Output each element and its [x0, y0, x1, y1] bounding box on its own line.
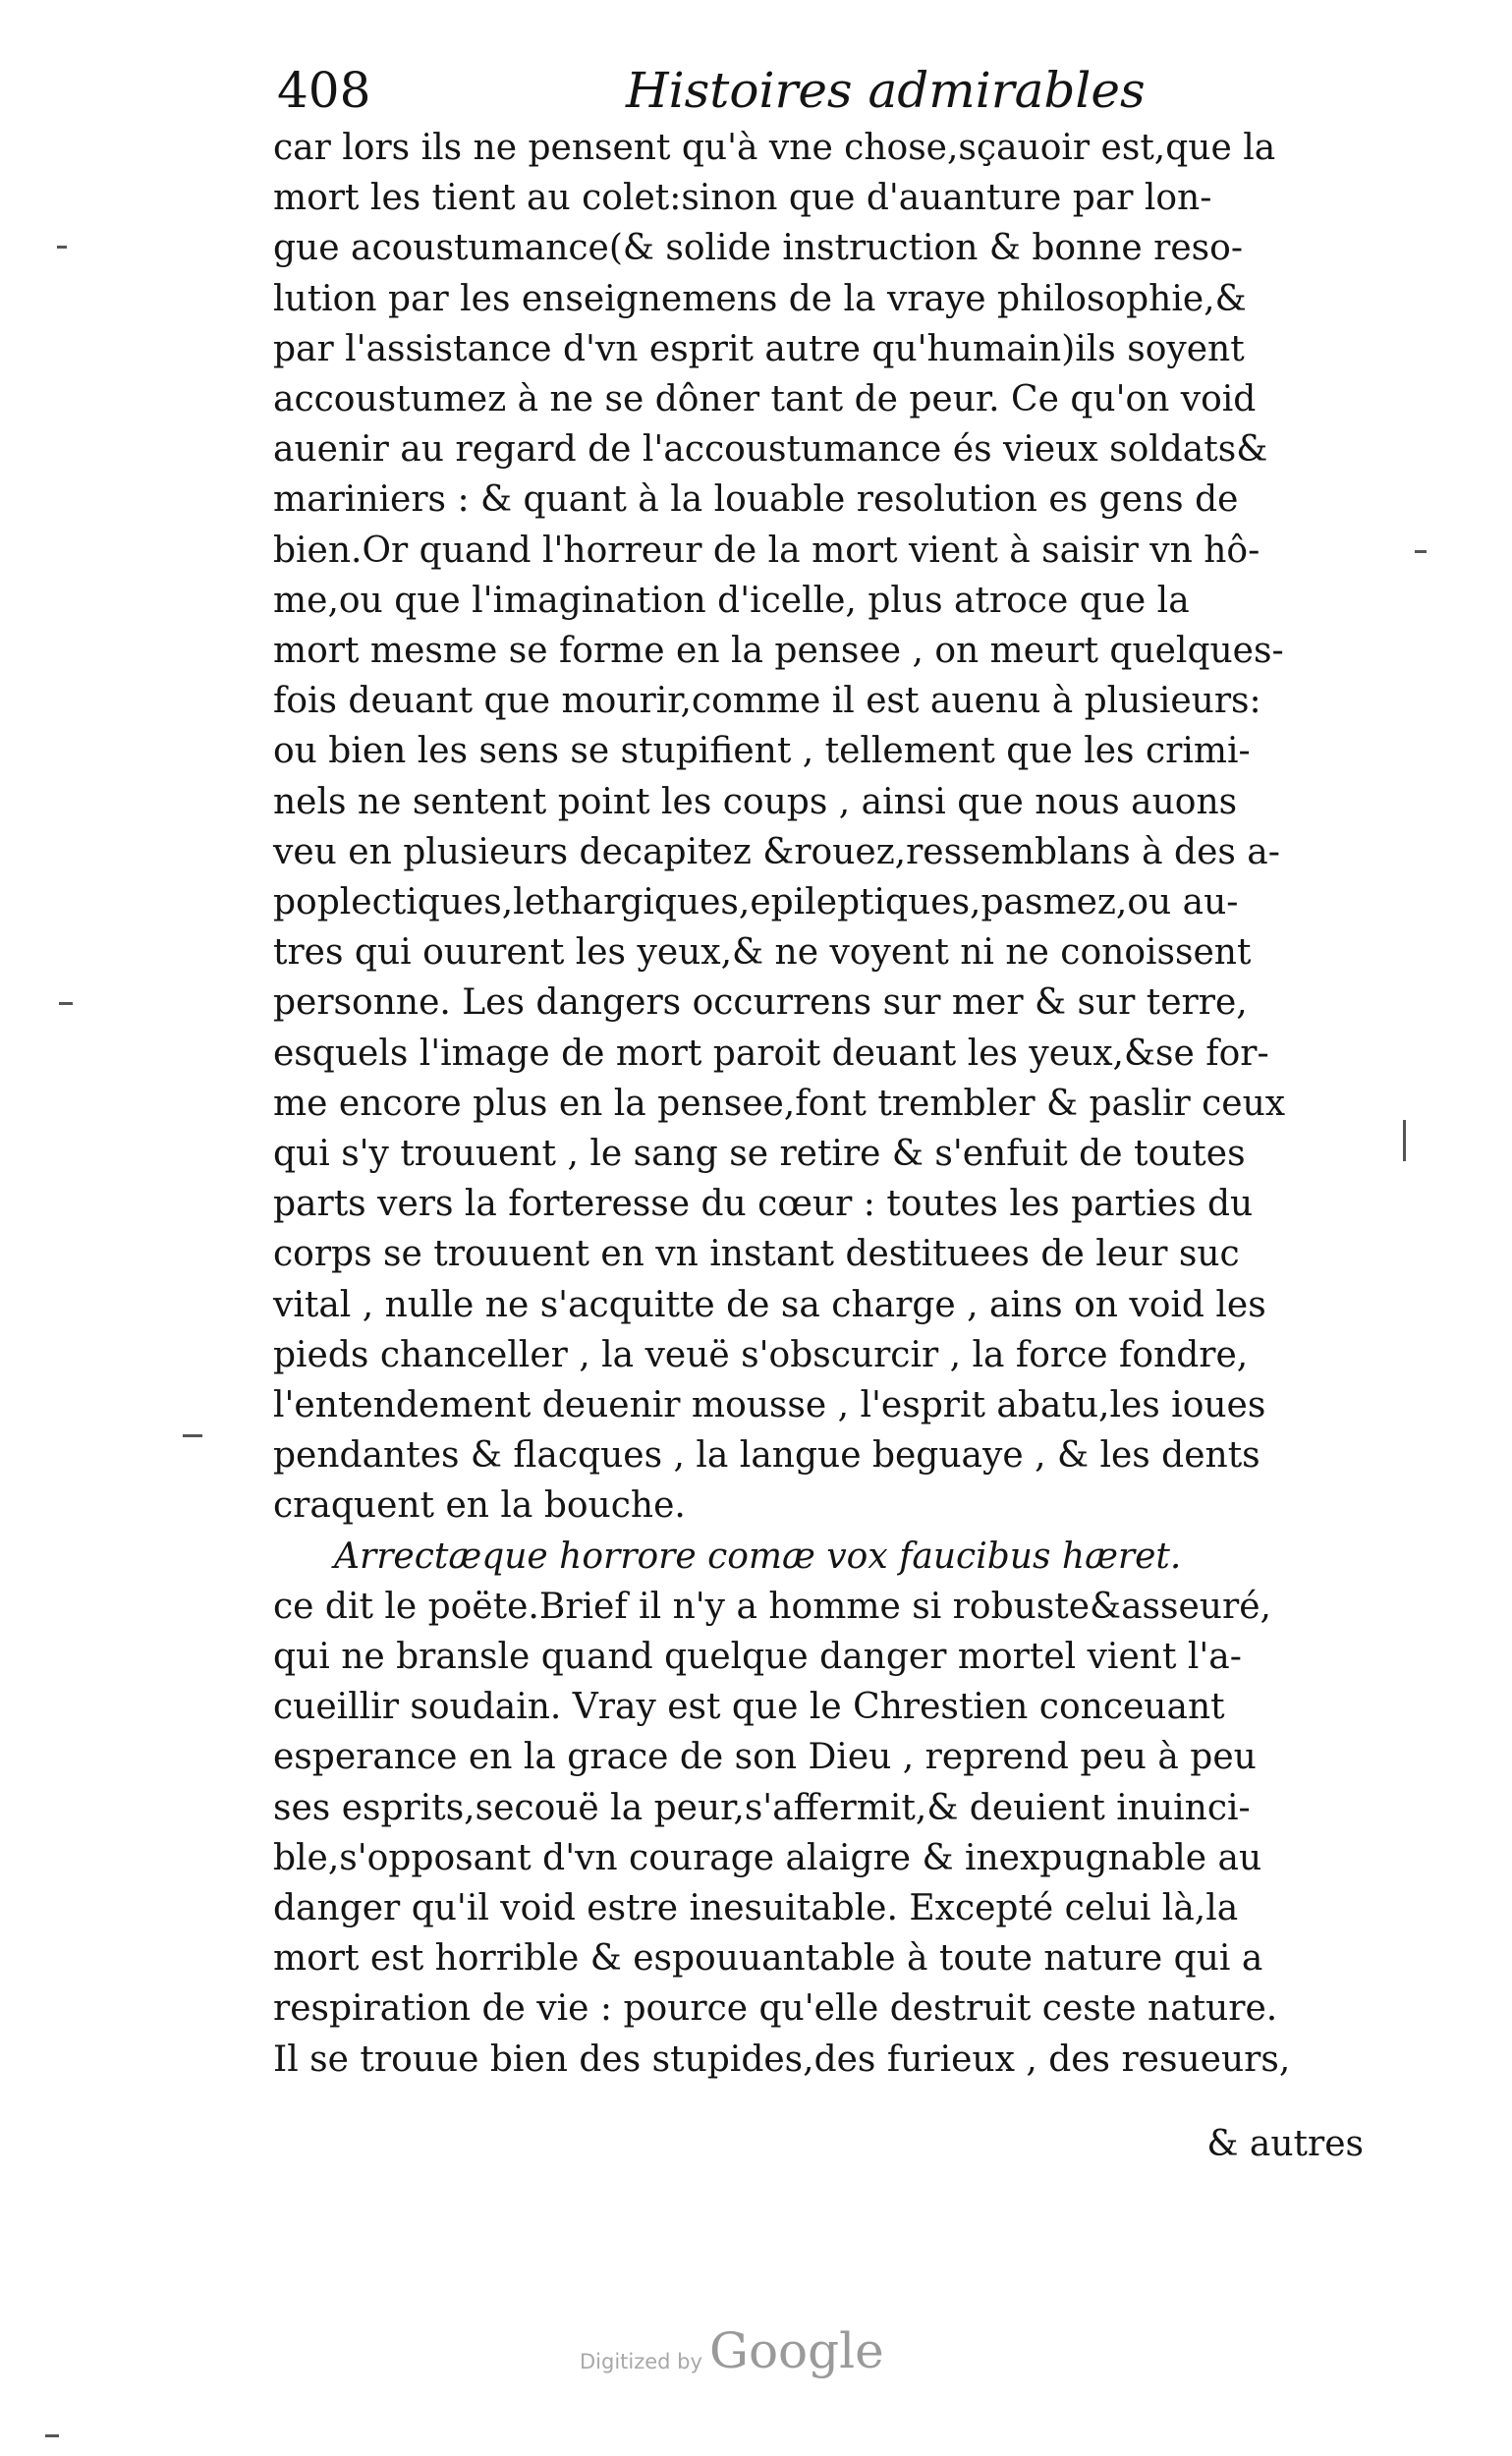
text-line: ou bien les sens se stupifient , tellement que les crimi-: [273, 731, 1251, 772]
text-line: nels ne sentent point les coups , ainsi que nous auons: [273, 781, 1238, 822]
text-line: veu en plusieurs decapitez &rouez,ressemblans à des a-: [273, 831, 1280, 872]
text-line: pieds chanceller , la veuë s'obscurcir , la force fondre,: [273, 1334, 1249, 1375]
page-header: [277, 51, 1171, 130]
margin-speck: [183, 1434, 202, 1437]
text-line: accoustumez à ne se dôner tant de peur. Ce qu'on void: [273, 379, 1257, 419]
text-line: craquent en la bouche.: [273, 1485, 686, 1527]
text-line: mort mesme se forme en la pensee , on meurt quelques-: [273, 631, 1284, 671]
text-line: l'entendement deuenir mousse , l'esprit abatu,les ioues: [273, 1385, 1266, 1425]
text-line: personne. Les dangers occurrens sur mer & sur terre,: [273, 982, 1248, 1024]
margin-speck: [45, 2434, 59, 2437]
text-line: par l'assistance d'vn esprit autre qu'humain)ils soyent: [273, 328, 1245, 369]
text-line: bien.Or quand l'horreur de la mort vient à saisir vn hô-: [273, 530, 1260, 571]
text-line: auenir au regard de l'accoustumance és vieux soldats&: [273, 429, 1268, 471]
text-line: tres qui ouurent les yeux,& ne voyent ni ne conoissent: [273, 932, 1252, 974]
running-title: Histoires admirables: [626, 62, 1146, 119]
digitized-by-text: Digitized by: [580, 2350, 702, 2373]
catchword: & autres: [1206, 2124, 1364, 2164]
text-line: ble,s'opposant d'vn courage alaigre & inexpugnable au: [273, 1837, 1262, 1878]
page-number: 408: [277, 62, 371, 119]
text-line: mort les tient au colet:sinon que d'auanture par lon-: [273, 178, 1212, 219]
text-line: esquels l'image de mort paroit deuant les yeux,&se for-: [273, 1033, 1269, 1074]
text-line: fois deuant que mourir,comme il est auenu à plusieurs:: [273, 681, 1261, 722]
text-line: ce dit le poëte.Brief il n'y a homme si robuste&asseuré,: [273, 1586, 1271, 1627]
margin-speck: [57, 246, 67, 249]
text-line: ses esprits,secouë la peur,s'affermit,& deuient inuinci-: [273, 1787, 1251, 1828]
margin-speck: [1403, 1120, 1406, 1161]
text-line: qui ne bransle quand quelque danger mortel vient l'a-: [273, 1637, 1242, 1677]
text-line: respiration de vie : pource qu'elle destruit ceste nature.: [273, 1988, 1278, 2030]
text-line: me,ou que l'imagination d'icelle, plus atroce que la: [273, 580, 1190, 621]
text-line: parts vers la forteresse du cœur : toutes les parties du: [273, 1184, 1254, 1225]
margin-speck: [1415, 550, 1427, 553]
text-line: corps se trouuent en vn instant destituees de leur suc: [273, 1234, 1240, 1275]
text-line: Il se trouue bien des stupides,des furieux , des resueurs,: [273, 2038, 1291, 2080]
text-line: danger qu'il void estre inesuitable. Excepté celui là,la: [273, 1888, 1239, 1928]
text-line: lution par les enseignemens de la vraye philosophie,&: [273, 278, 1247, 319]
text-line: pendantes & flacques , la langue beguaye , & les dents: [273, 1435, 1260, 1477]
margin-speck: [59, 1002, 73, 1005]
google-logo: Google: [709, 2322, 884, 2379]
text-line: mort est horrible & espouuantable à toute nature qui a: [273, 1938, 1263, 1980]
text-line: poplectiques,lethargiques,epileptiques,pasmez,ou au-: [273, 882, 1239, 922]
text-line: gue acoustumance(& solide instruction & bonne reso-: [273, 228, 1243, 269]
text-line: qui s'y trouuent , le sang se retire & s'enfuit de toutes: [273, 1134, 1246, 1174]
digitized-watermark: [580, 2318, 933, 2387]
verse-quotation: Arrectæque horrore comæ vox faucibus hæret.: [334, 1535, 1182, 1577]
text-line: mariniers : & quant à la louable resolution es gens de: [273, 479, 1239, 521]
text-line: vital , nulle ne s'acquitte de sa charge , ains on void les: [273, 1284, 1266, 1325]
text-line: cueillir soudain. Vray est que le Chrestien conceuant: [273, 1687, 1225, 1728]
text-line: me encore plus en la pensee,font trembler & paslir ceux: [273, 1083, 1286, 1124]
text-line: car lors ils ne pensent qu'à vne chose,sçauoir est,que la: [273, 128, 1276, 168]
text-line: esperance en la grace de son Dieu , reprend peu à peu: [273, 1737, 1257, 1778]
